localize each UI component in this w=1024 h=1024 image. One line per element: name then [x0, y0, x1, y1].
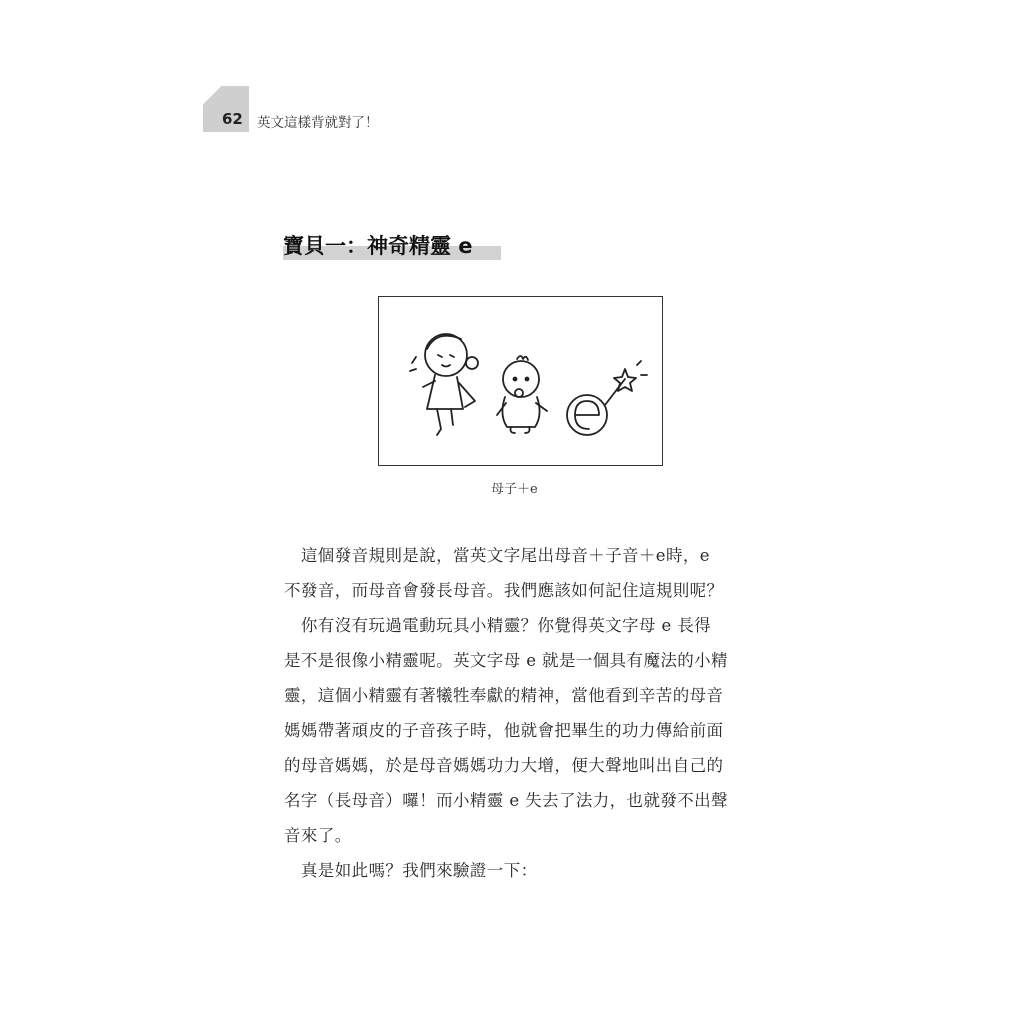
- body-line: 是不是很像小精靈呢。英文字母 e 就是一個具有魔法的小精: [284, 651, 728, 670]
- baby-figure: [497, 356, 547, 433]
- mother-figure: [410, 334, 478, 435]
- body-line: 真是如此嗎？我們來驗證一下：: [284, 861, 538, 880]
- illustration-frame: [378, 296, 663, 466]
- body-line: 音來了。: [284, 826, 352, 845]
- section-heading-block: [283, 230, 473, 260]
- body-line: 不發音，而母音會發長母音。我們應該如何記住這規則呢？: [284, 581, 724, 600]
- section-heading: 寶貝一：神奇精靈 e: [283, 234, 473, 258]
- running-title: 英文這樣背就對了！: [257, 115, 379, 131]
- mother-baby-e-fairy-illustration: [379, 297, 664, 467]
- e-fairy-figure: [567, 361, 647, 435]
- body-line: 媽媽帶著頑皮的子音孩子時，他就會把畢生的功力傳給前面: [284, 721, 724, 740]
- body-line: 靈，這個小精靈有著犧牲奉獻的精神，當他看到辛苦的母音: [284, 686, 724, 705]
- body-line: 的母音媽媽，於是母音媽媽功力大增，便大聲地叫出自己的: [284, 756, 724, 775]
- body-line: 你有沒有玩過電動玩具小精靈？你覺得英文字母 e 長得: [284, 616, 712, 635]
- body-line: 這個發音規則是說，當英文字尾出母音＋子音＋e時，e: [284, 546, 710, 565]
- page-number: 62: [222, 110, 243, 128]
- figure-caption: 母子＋e: [491, 482, 538, 497]
- body-line: 名字（長母音）囉！而小精靈 e 失去了法力，也就發不出聲: [284, 791, 728, 810]
